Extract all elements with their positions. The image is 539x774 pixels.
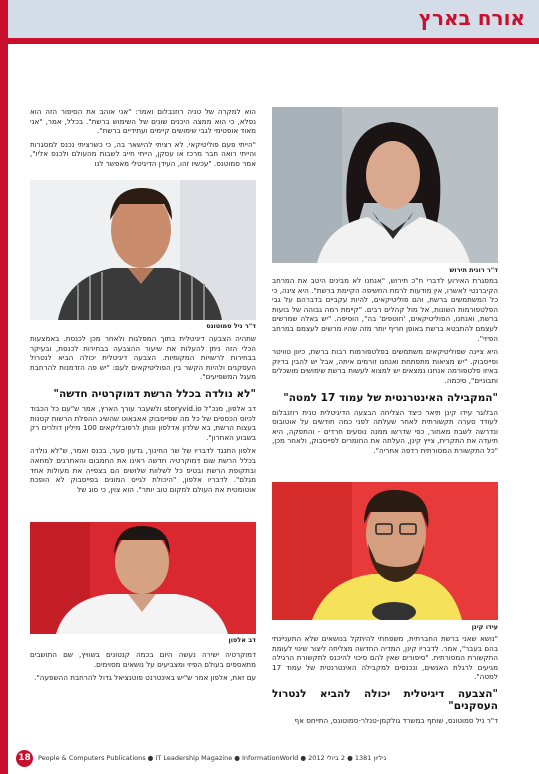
left-column-text-1 (30, 107, 256, 173)
page-number-badge: 18 (16, 750, 33, 767)
footer-publication-line: People & Computers Publications ● IT Leadership Magazine ● InformationWorld ● 2012 גיליון 1381 ● 2 ביולי (38, 754, 387, 762)
left-column-text-2 (30, 334, 256, 498)
paragraph: אלפון התנגד לדבריו של שר החינוך, גדעון סער, בכנס ואמר, ש"לא נולדה בכלל הרשת שום דמוקרטיה חדשה ראינו את החמבום והאתרגים למחאה ובתקופת הרשת ובטיפ כל לשלוות שלושים הם בצפייה את מעולות אחד מגלם". לדבריו אלפון, "היכולת לגייס המונים בפייסבוק לא הופכת אוטומטית את העולם למקום טוב יותר". הוא צוין, כי סוג של (30, 446, 256, 494)
header-accent-bar (8, 38, 539, 44)
portrait-photo-dov (30, 522, 256, 634)
photo-caption-dov: דב אלפון (228, 636, 256, 644)
photo-caption-neil: ד"ר ניל סמוטונס (206, 322, 256, 330)
paragraph: שתהיה הצבעה דיגיטלית בתוך המפלגות ולאחר מכן לכנסת. באמצעות הכלי הזה ניתן להעלות את שיעור ההצבעה בבחירות לכנסת, ובעיקר בבחירות לרשויות המקומיות. הצבעה דיגיטלית יכולה הביא לנטרול העסקנים ולהיות הקשר בין הפוליטיקאים לעם: "יש פה הזדמנות להרחבת מעגל המשפיעים". (30, 334, 256, 382)
paragraph: "הייתי פעם פוליטיקאי. לא רציתי להישאר בה, כי כשרציתי נכנס למסגרות והייתי רואה חבר מרכז או עסקן, הייתי חייב לשבות מהעולם ולכנס אליו", אמר סמוטנס. "עכשיו זהו, העידן הדיגיטלי מאפשר לנו (30, 139, 256, 168)
left-column-text-3 (30, 650, 256, 687)
paragraph: הבלוגר עידו קינן תיאר כיצד הצליחה הבצעה הדיגיטלית טנית רוזנבלום לעודד סערה תקשורתית לאחר שעלתה לפני כמה חודשים על אוטובוס ונדרשה לשבת מאחור, כפי שדרשו ממנה נוסעים חרדים - והתפקה, היא תיעדה את התקרית, צייץ קינן, העלתה את החומרים לפייסבוק, ולאחר מכן, "כל התקשורת המסורתית רדפה אחריה". (272, 407, 498, 455)
portrait-photo-ido (272, 482, 498, 620)
photo-caption-ido: עידו קינן (471, 623, 498, 631)
subheading: "הצבעה דיגיטלית יכולה להביא לנטרול העסקנים" (272, 687, 498, 712)
section-title: אורח בארץ (418, 6, 525, 30)
photo-caption-ronit: ד"ר רונית תירוש (449, 266, 498, 274)
paragraph: ד"ר ניל סמוטונס, שותף במשרד גולקמן-טנלר-סמוטונס, התייחס אף (294, 715, 498, 725)
paragraph: במסגרת האירוע לדברי ח"כ תירוש, "אנחנו לא מבינים היטב את המרחב הקיברנטי לאשרו, אין מודעות לרמת החשיפה הקיימת ברשת". היא צינה, כי כל המשתמשים ברשת, והם פוליטיקאים, להיות עקביים בדברהם על גבי הפלטפורמות השונות, אל מול קהלים רבים. "קיימת רמה גבוהה של בועות ברשת, ואנחנו, הפוליטיקאים, 'חוטפים' בה", הוסיפה. "יש באלה שמרשים לעצמם להתבטא ברשת באופן חריף יותר מזה שהיו מרשים לעצמם במרחב הפיזי". (272, 276, 498, 343)
subheading: "המקבילה האינטרנטית של עמוד 17 למטה" (283, 391, 498, 404)
portrait-photo-ronit (272, 107, 498, 263)
paragraph: עם זאת, אלפון אמר ש"יש באינטרנט פוטנציאל גדול להרחבת ההשפעה". (34, 673, 256, 683)
portrait-photo-neil (30, 180, 256, 320)
paragraph: היא ציינה שפוליטיקאים משתמשים בפלטפורמות רבות ברשת, כיוון טוויטר ופייסבוק. "יש מציאות מתפתחת ואנחנו זורמים איתה, אבל יש להבין בדיוק באיזו פלטפורמה אנחנו נמצאים יש למצוא לעשות ברשת שימושים מושכלים ותבוניים", סיכמה. (272, 347, 498, 385)
paragraph: "נושא שאני ברשת החברתית, משפחתי להיתקל בנושאים שלא התעניינתי בהם בעבר", אמר. לדבריו קינן, המדיה החדשה מצליחה ליצור שינוי לעומת התקשורת המסורתית. "סיפורים שאין להם סיכוי להיכנס לתקשורת הרגילה מגיעים לרגלת האנשים, ונכנסים למקבילה האינטרנטית של עמוד 17 למטה". (272, 634, 498, 682)
subheading: "לא נולדה בכלל הרשת דמוקרטיה חדשה" (53, 387, 256, 400)
paragraph: דב אלפון, מנכ"ל storyvid.io ולשעבר עורך הארץ, אמר ש"עם כל הכבוד לכיוס הכספים של כל מה שפייסבוק אאבאוט שהשיג ההפלת הרשות קטנות בעצות הרשת, בא שלדון אדלסון ונותן לרפובליקאים 100 מיליון דולרים רק בשבוע האחרון". (30, 403, 257, 442)
paragraph: הוא למקרה של טניה רוזנבלום ואמר: "אני אוהב את הסיפור הזה הוא נפלא, כי הוא ממצה היכנים שונים של השימוש ברשת". בכלל, אמר, "אני מאוד אופטימי לגבי שימושים קיימים ועתידיים ברשת". (30, 107, 256, 136)
right-column-text-2 (272, 634, 498, 730)
paragraph: דמוקרטיה ישירה נעשה היום בכמה קנטונים בשוויץ, שם התושבים מתאספים בעולם הפיזי ומצביעים על נושאים מסוימים. (30, 650, 256, 669)
left-red-border (0, 0, 8, 774)
right-column-text-1 (272, 276, 498, 460)
